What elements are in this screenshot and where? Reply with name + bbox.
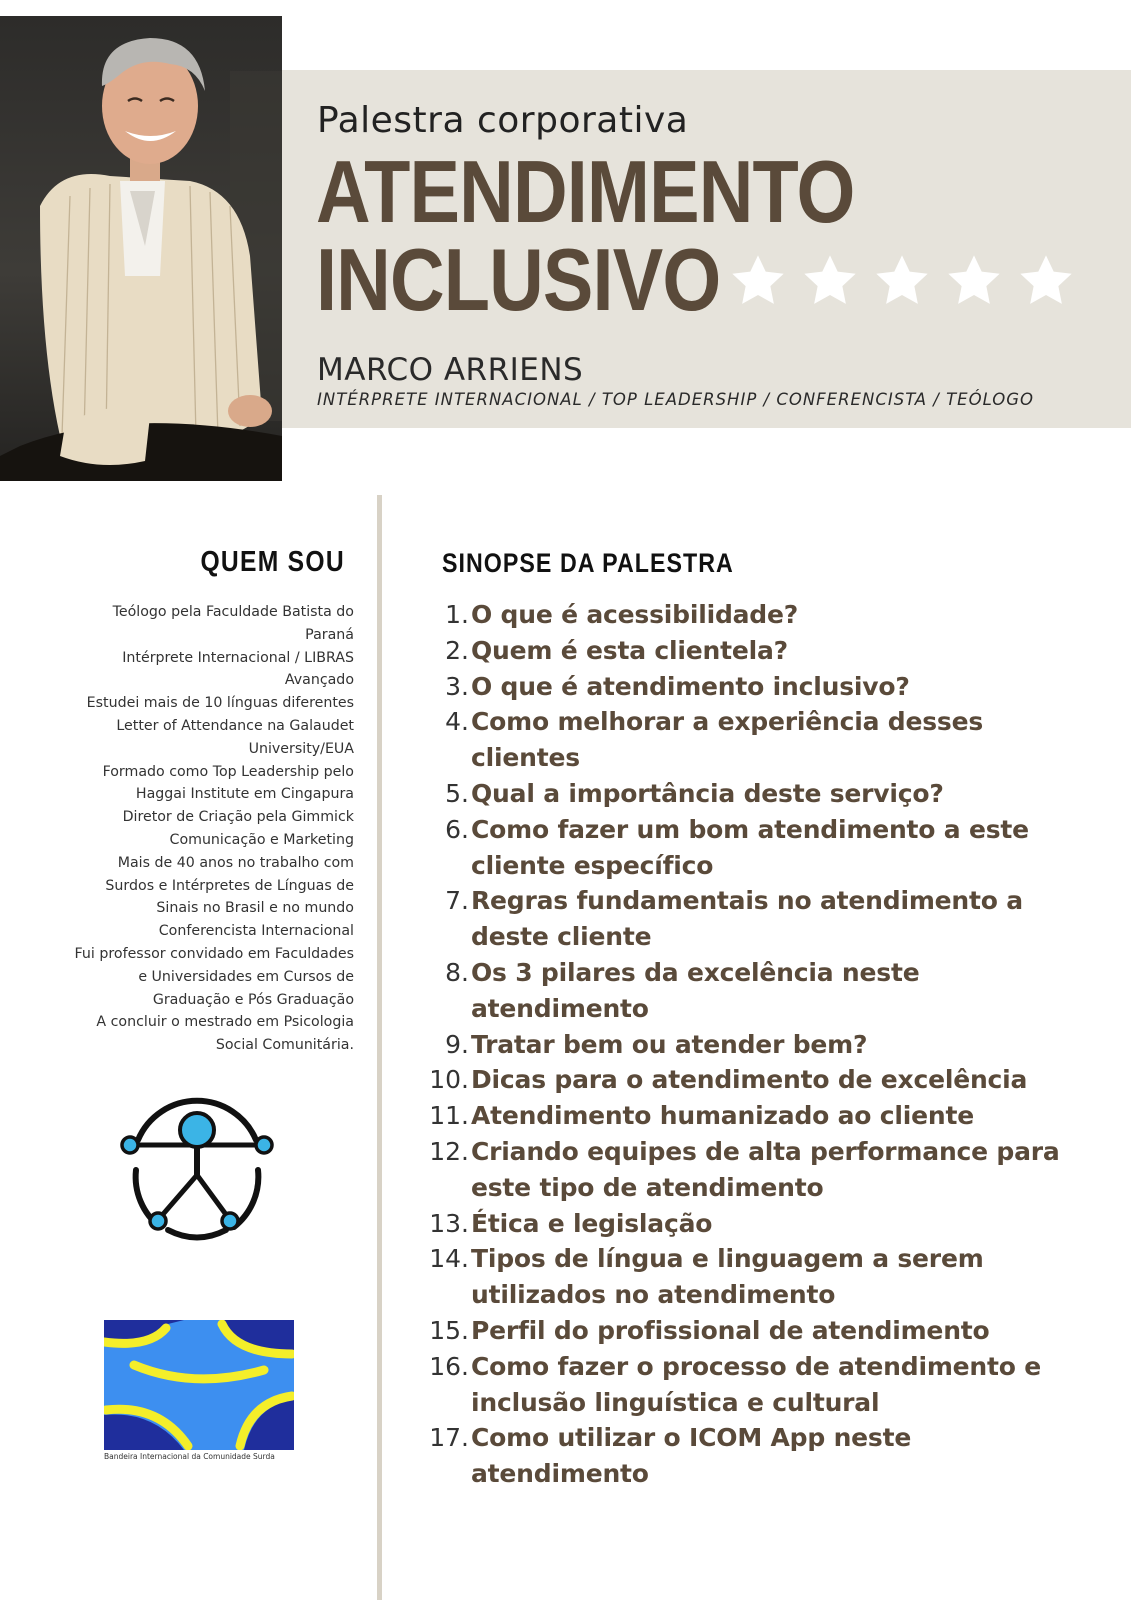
synopsis-item-line: Qual a importância deste serviço? — [471, 778, 944, 808]
star-icon — [1018, 254, 1074, 308]
synopsis-item — [420, 1062, 1110, 1098]
title-line-2: INCLUSIVO — [316, 230, 721, 329]
synopsis-item-line: deste cliente — [471, 922, 652, 952]
synopsis-item — [420, 1313, 1110, 1349]
synopsis-item-number: 14. — [429, 1244, 469, 1274]
synopsis-item-number: 3. — [445, 671, 469, 701]
deaf-community-flag — [104, 1320, 294, 1450]
synopsis-item-number: 17. — [429, 1423, 469, 1453]
synopsis-item-line: Tratar bem ou atender bem? — [471, 1029, 868, 1059]
about-line: Graduação e Pós Graduação — [152, 991, 354, 1008]
speaker-name: MARCO ARRIENS — [317, 352, 584, 388]
synopsis-item-number: 11. — [429, 1101, 469, 1131]
synopsis-item-line: este tipo de atendimento — [471, 1172, 824, 1202]
synopsis-item-text — [471, 1098, 974, 1134]
about-line: Teólogo pela Faculdade Batista do — [112, 604, 354, 620]
about-line: Surdos e Intérpretes de Línguas de — [105, 877, 354, 894]
synopsis-item-line: cliente específico — [471, 850, 714, 880]
synopsis-item — [420, 1241, 1110, 1313]
synopsis-item — [420, 1027, 1110, 1063]
about-line: University/EUA — [248, 740, 354, 757]
title-line-1: ATENDIMENTO — [316, 142, 855, 241]
synopsis-item-text — [471, 1420, 911, 1492]
synopsis-item-text — [471, 1206, 712, 1242]
star-icon — [946, 254, 1002, 308]
speaker-photo — [0, 16, 282, 481]
synopsis-item — [420, 1420, 1110, 1492]
synopsis-item-number: 4. — [445, 707, 469, 737]
synopsis-item-line: inclusão linguística e cultural — [471, 1387, 880, 1417]
synopsis-item — [420, 812, 1110, 884]
synopsis-item-number: 8. — [445, 957, 469, 987]
about-line: Sinais no Brasil e no mundo — [156, 900, 354, 917]
synopsis-item — [420, 883, 1110, 955]
synopsis-item-number: 15. — [429, 1315, 469, 1345]
synopsis-item-number: 5. — [445, 778, 469, 808]
star-icon — [802, 254, 858, 308]
synopsis-item-text — [471, 955, 919, 1027]
synopsis-item-line: Tipos de língua e linguagem a serem — [471, 1244, 984, 1274]
flag-caption: Bandeira Internacional da Comunidade Surda — [104, 1452, 275, 1461]
about-line: e Universidades em Cursos de — [138, 968, 354, 985]
synopsis-item — [420, 597, 1110, 633]
accessibility-icon — [118, 1095, 276, 1255]
synopsis-item — [420, 669, 1110, 705]
synopsis-item-number: 10. — [429, 1065, 469, 1095]
synopsis-item-line: Dicas para o atendimento de excelência — [471, 1065, 1028, 1095]
synopsis-item-text — [471, 1349, 1041, 1421]
about-line: Haggai Institute em Cingapura — [135, 786, 354, 803]
star-icon — [730, 254, 786, 308]
synopsis-item-text — [471, 669, 910, 705]
synopsis-item — [420, 1206, 1110, 1242]
column-divider — [377, 495, 382, 1600]
synopsis-item-line: atendimento — [471, 993, 649, 1023]
synopsis-item-line: Como melhorar a experiência desses — [471, 707, 983, 737]
about-list — [30, 601, 354, 1057]
speaker-photo-illustration — [0, 16, 282, 481]
synopsis-list — [420, 597, 1110, 1492]
synopsis-heading: SINOPSE DA PALESTRA — [442, 548, 734, 578]
about-line: Intérprete Internacional / LIBRAS — [122, 649, 354, 666]
synopsis-item-line: utilizados no atendimento — [471, 1280, 836, 1310]
about-line: Estudei mais de 10 línguas diferentes — [86, 695, 354, 712]
synopsis-item-text — [471, 1062, 1027, 1098]
about-line: A concluir o mestrado em Psicologia — [96, 1014, 354, 1031]
synopsis-item-number: 16. — [429, 1351, 469, 1381]
about-line: Conferencista Internacional — [158, 923, 354, 940]
synopsis-item-text — [471, 704, 983, 776]
synopsis-item-text — [471, 597, 798, 633]
synopsis-item-number: 12. — [429, 1136, 469, 1166]
synopsis-item — [420, 704, 1110, 776]
synopsis-item-text — [471, 1027, 867, 1063]
synopsis-item-number: 9. — [445, 1029, 469, 1059]
synopsis-item-line: Os 3 pilares da excelência neste — [471, 957, 920, 987]
synopsis-item — [420, 1349, 1110, 1421]
synopsis-item — [420, 955, 1110, 1027]
subtitle: Palestra corporativa — [317, 100, 689, 141]
synopsis-item-line: Como utilizar o ICOM App neste — [471, 1423, 912, 1453]
synopsis-item-text — [471, 1313, 990, 1349]
synopsis-item-number: 7. — [445, 886, 469, 916]
about-line: Paraná — [305, 626, 354, 643]
synopsis-item-text — [471, 883, 1023, 955]
synopsis-item-text — [471, 812, 1029, 884]
synopsis-item-line: Ética e legislação — [471, 1208, 713, 1238]
synopsis-item-text — [471, 776, 944, 812]
star-icon — [874, 254, 930, 308]
synopsis-item-line: Como fazer um bom atendimento a este — [471, 814, 1029, 844]
about-line: Comunicação e Marketing — [169, 831, 354, 848]
about-heading: QUEM SOU — [200, 546, 345, 578]
synopsis-item-text — [471, 633, 788, 669]
synopsis-item-line: Perfil do profissional de atendimento — [471, 1315, 990, 1345]
synopsis-item-line: Atendimento humanizado ao cliente — [471, 1101, 974, 1131]
about-line: Letter of Attendance na Galaudet — [116, 717, 354, 734]
synopsis-item — [420, 776, 1110, 812]
synopsis-item-number: 6. — [445, 814, 469, 844]
about-line: Formado como Top Leadership pelo — [102, 763, 354, 780]
synopsis-item-text — [471, 1241, 984, 1313]
synopsis-item-number: 1. — [445, 600, 469, 629]
synopsis-item-number: 2. — [445, 635, 469, 665]
rating-stars — [730, 254, 1074, 308]
about-line: Mais de 40 anos no trabalho com — [117, 854, 354, 871]
synopsis-item-number: 13. — [429, 1208, 469, 1238]
synopsis-item-line: clientes — [471, 743, 580, 773]
about-line: Social Comunitária. — [215, 1037, 354, 1054]
synopsis-item-line: Quem é esta clientela? — [471, 635, 788, 665]
synopsis-item-line: Criando equipes de alta performance para — [471, 1136, 1060, 1166]
about-line: Diretor de Criação pela Gimmick — [122, 809, 354, 826]
synopsis-item — [420, 1098, 1110, 1134]
synopsis-item-line: atendimento — [471, 1459, 649, 1489]
synopsis-item-line: O que é atendimento inclusivo? — [471, 671, 910, 701]
synopsis-item — [420, 1134, 1110, 1206]
about-line: Avançado — [284, 672, 354, 689]
synopsis-item-line: Regras fundamentais no atendimento a — [471, 886, 1023, 916]
speaker-roles: INTÉRPRETE INTERNACIONAL / TOP LEADERSHIP / CONFERENCISTA / TEÓLOGO — [317, 390, 1035, 409]
about-line: Fui professor convidado em Faculdades — [74, 945, 354, 962]
synopsis-item-line: O que é acessibilidade? — [471, 600, 799, 629]
synopsis-item-text — [471, 1134, 1060, 1206]
synopsis-item-line: Como fazer o processo de atendimento e — [471, 1351, 1042, 1381]
synopsis-item — [420, 633, 1110, 669]
